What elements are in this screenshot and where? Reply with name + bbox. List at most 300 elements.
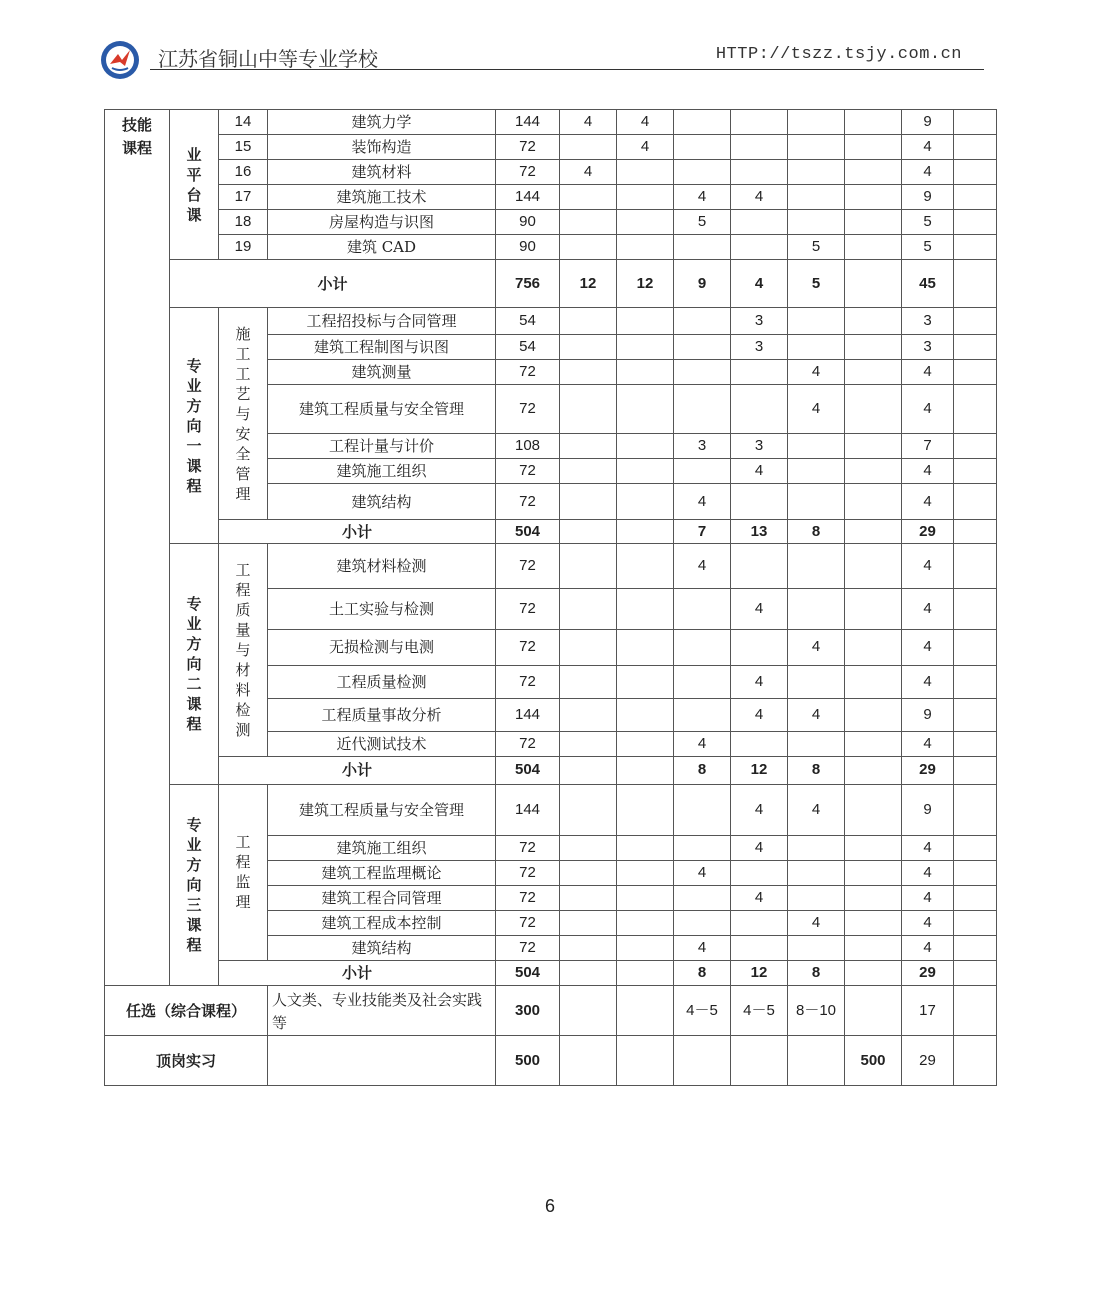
credit-cell: 4	[902, 911, 954, 936]
credit-cell: 4	[902, 861, 954, 886]
credit-cell: 9	[902, 110, 954, 135]
elective-label: 任选（综合课程）	[105, 986, 268, 1036]
remark-cell	[954, 986, 997, 1036]
course-name-cell: 建筑施工技术	[268, 185, 496, 210]
weekly-hours-cell	[731, 360, 788, 385]
weekly-hours-cell: 3	[674, 434, 731, 459]
weekly-hours-cell: 12	[617, 260, 674, 308]
weekly-hours-cell: 8－10	[788, 986, 845, 1036]
hours-cell: 500	[496, 1036, 560, 1086]
course-name-cell: 工程计量与计价	[268, 434, 496, 459]
weekly-hours-cell: 4	[788, 629, 845, 665]
credit-cell: 4	[902, 731, 954, 756]
weekly-hours-cell	[788, 588, 845, 629]
remark-cell	[954, 698, 997, 731]
course-name-cell: 建筑材料检测	[268, 544, 496, 588]
weekly-hours-cell	[788, 886, 845, 911]
weekly-hours-cell	[845, 110, 902, 135]
weekly-hours-cell: 4	[560, 110, 617, 135]
credit-cell: 29	[902, 756, 954, 784]
weekly-hours-cell	[560, 235, 617, 260]
weekly-hours-cell: 4	[731, 588, 788, 629]
weekly-hours-cell	[731, 629, 788, 665]
weekly-hours-cell	[560, 911, 617, 936]
table-row	[105, 1036, 997, 1086]
course-name-cell: 建筑工程制图与识图	[268, 335, 496, 360]
weekly-hours-cell	[560, 665, 617, 698]
hours-cell: 72	[496, 588, 560, 629]
weekly-hours-cell: 3	[731, 434, 788, 459]
subgroup-label-dir2: 工 程 质 量 与 材 料 检 测	[219, 544, 268, 756]
weekly-hours-cell: 4	[674, 731, 731, 756]
weekly-hours-cell: 4	[788, 911, 845, 936]
credit-cell: 4	[902, 544, 954, 588]
weekly-hours-cell	[617, 936, 674, 961]
course-name-cell: 建筑力学	[268, 110, 496, 135]
weekly-hours-cell	[788, 1036, 845, 1086]
remark-cell	[954, 886, 997, 911]
school-url: HTTP://tszz.tsjy.com.cn	[715, 45, 962, 64]
table-row	[105, 135, 997, 160]
weekly-hours-cell: 7	[674, 520, 731, 544]
weekly-hours-cell: 4	[731, 665, 788, 698]
weekly-hours-cell	[617, 886, 674, 911]
credit-cell: 3	[902, 308, 954, 335]
course-number-cell: 18	[219, 210, 268, 235]
weekly-hours-cell: 13	[731, 520, 788, 544]
weekly-hours-cell	[731, 110, 788, 135]
weekly-hours-cell: 4	[788, 385, 845, 434]
weekly-hours-cell	[674, 160, 731, 185]
remark-cell	[954, 665, 997, 698]
weekly-hours-cell	[617, 756, 674, 784]
weekly-hours-cell	[674, 110, 731, 135]
remark-cell	[954, 1036, 997, 1086]
weekly-hours-cell	[731, 1036, 788, 1086]
weekly-hours-cell	[617, 961, 674, 986]
course-name-cell: 近代测试技术	[268, 731, 496, 756]
weekly-hours-cell	[845, 544, 902, 588]
weekly-hours-cell	[788, 160, 845, 185]
hours-cell: 756	[496, 260, 560, 308]
weekly-hours-cell	[845, 961, 902, 986]
course-name-cell: 建筑施工组织	[268, 836, 496, 861]
remark-cell	[954, 756, 997, 784]
credit-cell: 29	[902, 520, 954, 544]
table-row	[105, 185, 997, 210]
table-row	[105, 520, 997, 544]
weekly-hours-cell	[560, 210, 617, 235]
hours-cell: 72	[496, 911, 560, 936]
credit-cell: 4	[902, 484, 954, 520]
weekly-hours-cell	[731, 160, 788, 185]
weekly-hours-cell	[845, 459, 902, 484]
weekly-hours-cell: 500	[845, 1036, 902, 1086]
weekly-hours-cell	[674, 459, 731, 484]
credit-cell: 4	[902, 385, 954, 434]
course-name-cell: 房屋构造与识图	[268, 210, 496, 235]
table-row	[105, 784, 997, 835]
course-name-cell: 工程招投标与合同管理	[268, 308, 496, 335]
hours-cell: 72	[496, 160, 560, 185]
weekly-hours-cell	[617, 698, 674, 731]
weekly-hours-cell: 8	[788, 756, 845, 784]
weekly-hours-cell	[560, 986, 617, 1036]
weekly-hours-cell	[845, 784, 902, 835]
internship-description	[268, 1036, 496, 1086]
weekly-hours-cell	[788, 335, 845, 360]
weekly-hours-cell	[617, 588, 674, 629]
weekly-hours-cell	[560, 520, 617, 544]
remark-cell	[954, 861, 997, 886]
remark-cell	[954, 185, 997, 210]
weekly-hours-cell	[788, 861, 845, 886]
weekly-hours-cell: 4	[674, 185, 731, 210]
weekly-hours-cell: 4	[674, 544, 731, 588]
course-number-cell: 15	[219, 135, 268, 160]
course-name-cell: 土工实验与检测	[268, 588, 496, 629]
hours-cell: 54	[496, 308, 560, 335]
weekly-hours-cell	[845, 308, 902, 335]
weekly-hours-cell: 5	[788, 235, 845, 260]
weekly-hours-cell: 4－5	[674, 986, 731, 1036]
course-number-cell: 14	[219, 110, 268, 135]
weekly-hours-cell	[845, 385, 902, 434]
weekly-hours-cell	[845, 986, 902, 1036]
hours-cell: 300	[496, 986, 560, 1036]
credit-cell: 4	[902, 360, 954, 385]
weekly-hours-cell: 12	[731, 961, 788, 986]
weekly-hours-cell	[617, 784, 674, 835]
weekly-hours-cell	[788, 731, 845, 756]
remark-cell	[954, 484, 997, 520]
table-row	[105, 756, 997, 784]
weekly-hours-cell	[617, 360, 674, 385]
table-row	[105, 210, 997, 235]
weekly-hours-cell	[617, 434, 674, 459]
weekly-hours-cell: 4	[788, 698, 845, 731]
remark-cell	[954, 160, 997, 185]
weekly-hours-cell: 8	[788, 520, 845, 544]
weekly-hours-cell	[674, 911, 731, 936]
weekly-hours-cell: 4	[731, 836, 788, 861]
course-name-cell: 建筑结构	[268, 484, 496, 520]
weekly-hours-cell	[845, 731, 902, 756]
weekly-hours-cell	[560, 861, 617, 886]
weekly-hours-cell	[731, 544, 788, 588]
remark-cell	[954, 385, 997, 434]
hours-cell: 90	[496, 210, 560, 235]
weekly-hours-cell	[560, 836, 617, 861]
course-name-cell: 建筑施工组织	[268, 459, 496, 484]
weekly-hours-cell	[788, 210, 845, 235]
remark-cell	[954, 360, 997, 385]
weekly-hours-cell: 4	[674, 861, 731, 886]
weekly-hours-cell	[788, 544, 845, 588]
weekly-hours-cell	[617, 459, 674, 484]
weekly-hours-cell	[617, 836, 674, 861]
weekly-hours-cell	[617, 335, 674, 360]
remark-cell	[954, 235, 997, 260]
school-name: 江苏省铜山中等专业学校	[158, 47, 378, 71]
weekly-hours-cell	[617, 544, 674, 588]
weekly-hours-cell: 4	[731, 886, 788, 911]
weekly-hours-cell	[560, 1036, 617, 1086]
page-header	[98, 40, 984, 72]
weekly-hours-cell	[617, 308, 674, 335]
weekly-hours-cell	[560, 756, 617, 784]
weekly-hours-cell: 4	[731, 784, 788, 835]
table-row	[105, 160, 997, 185]
page-number: 6	[544, 1196, 555, 1216]
course-name-cell: 工程质量事故分析	[268, 698, 496, 731]
hours-cell: 54	[496, 335, 560, 360]
weekly-hours-cell	[617, 160, 674, 185]
weekly-hours-cell	[845, 911, 902, 936]
weekly-hours-cell	[788, 434, 845, 459]
hours-cell: 72	[496, 459, 560, 484]
remark-cell	[954, 836, 997, 861]
credit-cell: 5	[902, 235, 954, 260]
remark-cell	[954, 784, 997, 835]
remark-cell	[954, 520, 997, 544]
weekly-hours-cell	[788, 936, 845, 961]
subtotal-label: 小计	[219, 756, 496, 784]
course-name-cell: 建筑工程质量与安全管理	[268, 385, 496, 434]
weekly-hours-cell	[845, 185, 902, 210]
weekly-hours-cell	[674, 629, 731, 665]
weekly-hours-cell: 5	[674, 210, 731, 235]
weekly-hours-cell: 4	[617, 110, 674, 135]
weekly-hours-cell	[674, 1036, 731, 1086]
weekly-hours-cell	[674, 784, 731, 835]
weekly-hours-cell	[560, 731, 617, 756]
hours-cell: 90	[496, 235, 560, 260]
weekly-hours-cell: 12	[731, 756, 788, 784]
weekly-hours-cell	[788, 665, 845, 698]
hours-cell: 72	[496, 731, 560, 756]
course-name-cell: 建筑工程合同管理	[268, 886, 496, 911]
hours-cell: 108	[496, 434, 560, 459]
weekly-hours-cell	[560, 936, 617, 961]
weekly-hours-cell	[560, 886, 617, 911]
weekly-hours-cell	[731, 385, 788, 434]
weekly-hours-cell	[674, 335, 731, 360]
weekly-hours-cell	[731, 210, 788, 235]
hours-cell: 504	[496, 520, 560, 544]
table-row	[105, 961, 997, 986]
weekly-hours-cell	[560, 335, 617, 360]
subgroup-label-dir3: 工 程 监 理	[219, 784, 268, 960]
weekly-hours-cell	[617, 385, 674, 434]
weekly-hours-cell: 4	[731, 260, 788, 308]
weekly-hours-cell	[674, 836, 731, 861]
weekly-hours-cell	[788, 135, 845, 160]
weekly-hours-cell	[845, 861, 902, 886]
credit-cell: 17	[902, 986, 954, 1036]
weekly-hours-cell: 4	[731, 185, 788, 210]
weekly-hours-cell	[617, 861, 674, 886]
subtotal-label: 小计	[219, 961, 496, 986]
school-logo-icon	[98, 40, 142, 80]
group-label-dir3: 专 业 方 向 三 课 程	[170, 784, 219, 985]
weekly-hours-cell	[617, 1036, 674, 1086]
curriculum-table	[104, 109, 997, 1086]
remark-cell	[954, 260, 997, 308]
weekly-hours-cell	[560, 484, 617, 520]
weekly-hours-cell: 4－5	[731, 986, 788, 1036]
weekly-hours-cell	[560, 698, 617, 731]
course-name-cell: 装饰构造	[268, 135, 496, 160]
remark-cell	[954, 629, 997, 665]
hours-cell: 72	[496, 544, 560, 588]
hours-cell: 72	[496, 861, 560, 886]
credit-cell: 4	[902, 588, 954, 629]
credit-cell: 9	[902, 698, 954, 731]
table-row	[105, 986, 997, 1036]
weekly-hours-cell	[560, 459, 617, 484]
credit-cell: 29	[902, 1036, 954, 1086]
weekly-hours-cell	[788, 110, 845, 135]
weekly-hours-cell	[617, 629, 674, 665]
table-row	[105, 235, 997, 260]
weekly-hours-cell: 4	[617, 135, 674, 160]
group-label-dir2: 专 业 方 向 二 课 程	[170, 544, 219, 784]
header-rule	[150, 69, 984, 70]
weekly-hours-cell	[845, 756, 902, 784]
weekly-hours-cell	[845, 135, 902, 160]
weekly-hours-cell	[788, 308, 845, 335]
weekly-hours-cell	[788, 484, 845, 520]
weekly-hours-cell	[560, 385, 617, 434]
subtotal-label: 小计	[170, 260, 496, 308]
hours-cell: 72	[496, 360, 560, 385]
hours-cell: 72	[496, 385, 560, 434]
hours-cell: 72	[496, 484, 560, 520]
hours-cell: 144	[496, 784, 560, 835]
weekly-hours-cell	[674, 135, 731, 160]
elective-description: 人文类、专业技能类及社会实践等	[268, 986, 496, 1036]
credit-cell: 4	[902, 629, 954, 665]
weekly-hours-cell	[560, 135, 617, 160]
credit-cell: 5	[902, 210, 954, 235]
hours-cell: 72	[496, 135, 560, 160]
weekly-hours-cell	[845, 665, 902, 698]
weekly-hours-cell: 8	[788, 961, 845, 986]
remark-cell	[954, 936, 997, 961]
credit-cell: 4	[902, 936, 954, 961]
table-row	[105, 308, 997, 335]
remark-cell	[954, 135, 997, 160]
course-name-cell: 建筑工程监理概论	[268, 861, 496, 886]
credit-cell: 45	[902, 260, 954, 308]
weekly-hours-cell: 8	[674, 961, 731, 986]
subtotal-label: 小计	[219, 520, 496, 544]
weekly-hours-cell	[560, 434, 617, 459]
credit-cell: 4	[902, 160, 954, 185]
credit-cell: 29	[902, 961, 954, 986]
course-name-cell: 建筑工程成本控制	[268, 911, 496, 936]
weekly-hours-cell	[731, 861, 788, 886]
weekly-hours-cell	[560, 784, 617, 835]
weekly-hours-cell: 3	[731, 308, 788, 335]
weekly-hours-cell	[788, 459, 845, 484]
table-row	[105, 110, 997, 135]
weekly-hours-cell	[845, 520, 902, 544]
remark-cell	[954, 434, 997, 459]
weekly-hours-cell: 4	[560, 160, 617, 185]
credit-cell: 7	[902, 434, 954, 459]
curriculum-table-body	[105, 110, 997, 1086]
course-number-cell: 16	[219, 160, 268, 185]
table-row	[105, 260, 997, 308]
weekly-hours-cell	[674, 360, 731, 385]
credit-cell: 4	[902, 665, 954, 698]
weekly-hours-cell	[617, 911, 674, 936]
weekly-hours-cell	[788, 185, 845, 210]
weekly-hours-cell	[845, 588, 902, 629]
weekly-hours-cell	[845, 484, 902, 520]
course-number-cell: 17	[219, 185, 268, 210]
hours-cell: 72	[496, 629, 560, 665]
weekly-hours-cell: 5	[788, 260, 845, 308]
weekly-hours-cell	[560, 360, 617, 385]
weekly-hours-cell	[731, 135, 788, 160]
hours-cell: 72	[496, 665, 560, 698]
weekly-hours-cell: 4	[788, 784, 845, 835]
group-label-dir1: 专 业 方 向 一 课 程	[170, 308, 219, 544]
course-name-cell: 建筑材料	[268, 160, 496, 185]
hours-cell: 144	[496, 698, 560, 731]
weekly-hours-cell	[560, 629, 617, 665]
weekly-hours-cell	[845, 698, 902, 731]
remark-cell	[954, 210, 997, 235]
weekly-hours-cell	[617, 235, 674, 260]
hours-cell: 504	[496, 961, 560, 986]
course-name-cell: 建筑结构	[268, 936, 496, 961]
weekly-hours-cell: 4	[674, 936, 731, 961]
weekly-hours-cell	[674, 665, 731, 698]
weekly-hours-cell	[731, 235, 788, 260]
weekly-hours-cell	[845, 434, 902, 459]
weekly-hours-cell	[560, 588, 617, 629]
weekly-hours-cell	[617, 986, 674, 1036]
weekly-hours-cell	[845, 629, 902, 665]
course-name-cell: 无损检测与电测	[268, 629, 496, 665]
weekly-hours-cell	[845, 235, 902, 260]
weekly-hours-cell	[845, 260, 902, 308]
weekly-hours-cell	[674, 698, 731, 731]
weekly-hours-cell	[560, 544, 617, 588]
weekly-hours-cell: 3	[731, 335, 788, 360]
remark-cell	[954, 335, 997, 360]
credit-cell: 4	[902, 135, 954, 160]
weekly-hours-cell: 4	[674, 484, 731, 520]
weekly-hours-cell: 12	[560, 260, 617, 308]
remark-cell	[954, 308, 997, 335]
weekly-hours-cell	[560, 961, 617, 986]
credit-cell: 3	[902, 335, 954, 360]
course-number-cell: 19	[219, 235, 268, 260]
remark-cell	[954, 961, 997, 986]
weekly-hours-cell	[788, 836, 845, 861]
weekly-hours-cell	[731, 484, 788, 520]
remark-cell	[954, 544, 997, 588]
remark-cell	[954, 731, 997, 756]
credit-cell: 4	[902, 459, 954, 484]
credit-cell: 4	[902, 886, 954, 911]
weekly-hours-cell: 9	[674, 260, 731, 308]
